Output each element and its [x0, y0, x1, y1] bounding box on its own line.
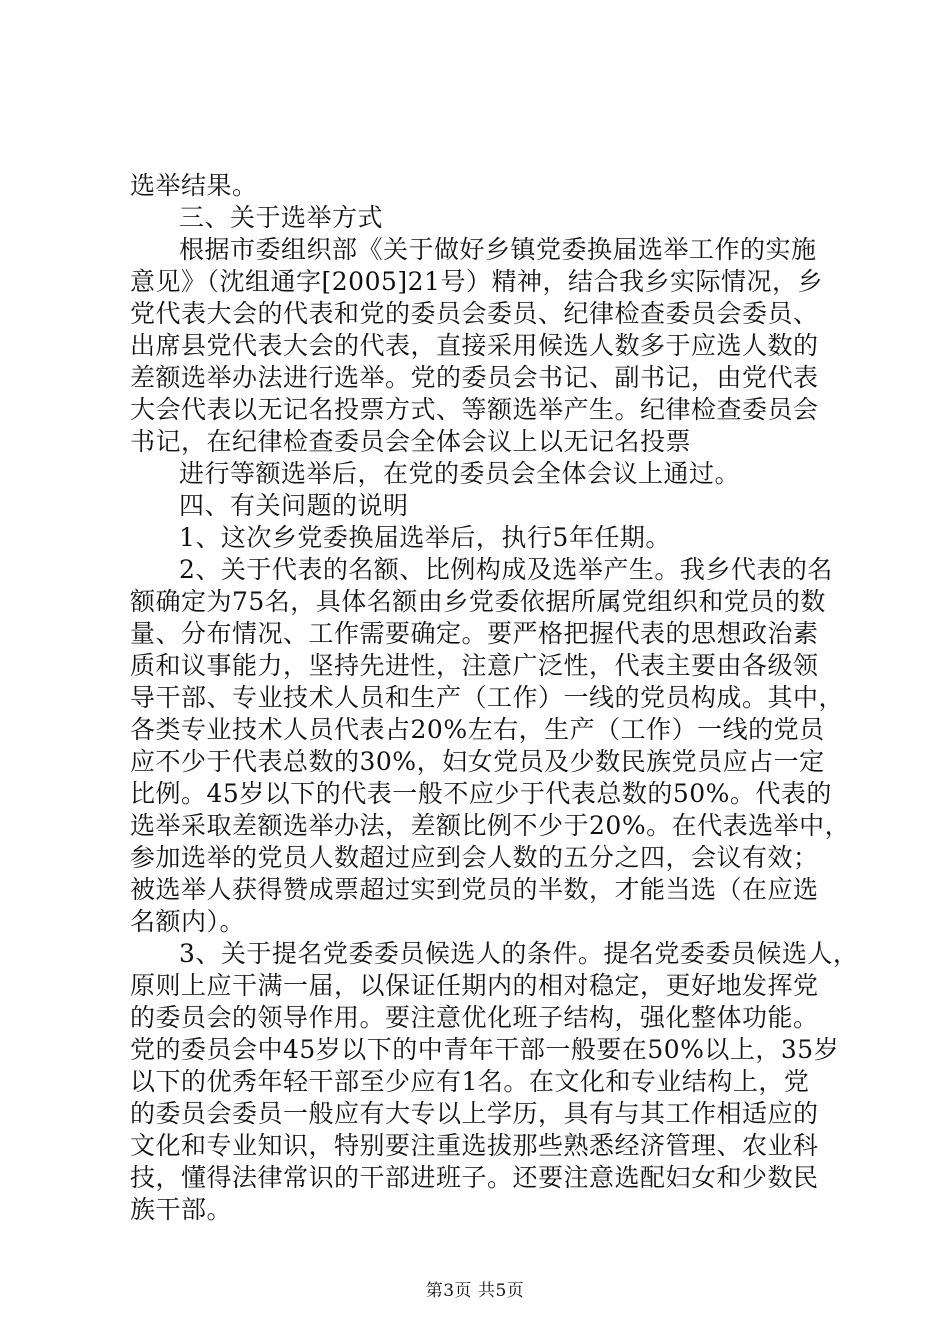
text-line: 1、这次乡党委换届选举后，执行5年任期。: [179, 523, 671, 552]
text-line: 2、关于代表的名额、比例构成及选举产生。我乡代表的名: [179, 555, 833, 584]
text-line: 各类专业技术人员代表占20%左右，生产（工作）一线的党员: [130, 715, 825, 744]
text-line: 党代表大会的代表和党的委员会委员、纪律检查委员会委员、: [130, 299, 819, 328]
text-line: 质和议事能力，坚持先进性，注意广泛性，代表主要由各级领: [130, 651, 819, 680]
text-line: 导干部、专业技术人员和生产（工作）一线的党员构成。其中，: [130, 683, 845, 712]
text-line: 量、分布情况、工作需要确定。要严格把握代表的思想政治素: [130, 619, 819, 648]
text-line: 选举结果。: [130, 171, 258, 200]
text-line: 四、有关问题的说明: [179, 491, 409, 520]
text-line: 党的委员会中45岁以下的中青年干部一般要在50%以上，35岁: [130, 1035, 840, 1064]
document-body: [130, 170, 859, 1226]
text-line: 文化和专业知识，特别要注重选拔那些熟悉经济管理、农业科: [130, 1131, 819, 1160]
text-line: 被选举人获得赞成票超过实到党员的半数，才能当选（在应选: [130, 875, 819, 904]
text-line: 大会代表以无记名投票方式、等额选举产生。纪律检查委员会: [130, 395, 819, 424]
text-line: 书记，在纪律检查委员会全体会议上以无记名投票: [130, 427, 692, 456]
text-line: 差额选举办法进行选举。党的委员会书记、副书记，由党代表: [130, 363, 819, 392]
page-footer: 第3页 共5页: [425, 1281, 525, 1301]
text-line: 进行等额选举后，在党的委员会全体会议上通过。: [179, 459, 741, 488]
text-line: 3、关于提名党委委员候选人的条件。提名党委委员候选人，: [179, 939, 859, 968]
text-line: 根据市委组织部《关于做好乡镇党委换届选举工作的实施: [179, 235, 817, 264]
text-line: 意见》（沈组通字[2005]21号）精神，结合我乡实际情况，乡: [130, 267, 823, 296]
text-line: 以下的优秀年轻干部至少应有1名。在文化和专业结构上，党: [130, 1067, 810, 1096]
text-line: 出席县党代表大会的代表，直接采用候选人数多于应选人数的: [130, 331, 819, 360]
text-line: 额确定为75名，具体名额由乡党委依据所属党组织和党员的数: [130, 587, 826, 616]
text-line: 的委员会的领导作用。要注意优化班子结构，强化整体功能。: [130, 1003, 819, 1032]
text-line: 应不少于代表总数的30%，妇女党员及少数民族党员应占一定: [130, 747, 825, 776]
text-line: 族干部。: [130, 1195, 233, 1224]
text-line: 的委员会委员一般应有大专以上学历，具有与其工作相适应的: [130, 1099, 819, 1128]
text-line: 三、关于选举方式: [179, 203, 384, 232]
text-line: 比例。45岁以下的代表一般不应少于代表总数的50%。代表的: [130, 779, 832, 808]
text-line: 技，懂得法律常识的干部进班子。还要注意选配妇女和少数民: [130, 1163, 819, 1192]
text-line: 原则上应干满一届，以保证任期内的相对稳定，更好地发挥党: [130, 971, 819, 1000]
text-line: 名额内）。: [130, 907, 246, 936]
text-line: 参加选举的党员人数超过应到会人数的五分之四，会议有效；: [130, 843, 819, 872]
text-line: 选举采取差额选举办法，差额比例不少于20%。在代表选举中，: [130, 811, 851, 840]
